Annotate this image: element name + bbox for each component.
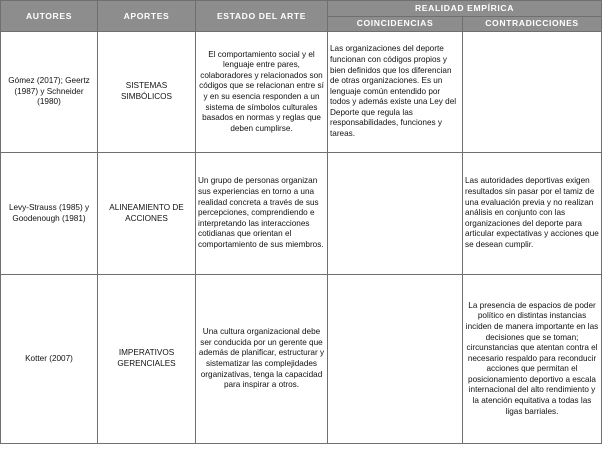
cell-coincidencias (328, 275, 463, 444)
cell-estado-del-arte: Una cultura organizacional debe ser conducida por un gerente que además de planificar, estructurar y sistematizar las complejidades organizativas, tenga la capacidad para inspirar a otros. (196, 275, 328, 444)
cell-autores: Kotter (2007) (1, 275, 98, 444)
header-estado-del-arte: ESTADO DEL ARTE (196, 1, 328, 32)
header-realidad-empirica: REALIDAD EMPÍRICA (328, 1, 602, 17)
table-row (1, 32, 602, 153)
cell-autores: Levy-Strauss (1985) y Goodenough (1981) (1, 153, 98, 275)
cell-autores: Gómez (2017); Geertz (1987) y Schneider (1980) (1, 32, 98, 153)
header-coincidencias: COINCIDENCIAS (328, 16, 463, 32)
cell-contradicciones: Las autoridades deportivas exigen resultados sin pasar por el tamiz de una evaluación previa y no realizan análisis en conjunto con las organizaciones del deporte para articular expectativas y acciones que se desean cumplir. (463, 153, 602, 275)
cell-estado-del-arte: Un grupo de personas organizan sus experiencias en torno a una realidad concreta a través de sus percepciones, comprendiendo e interpretando las interacciones cotidianas que orientan el comportamiento de sus miembros. (196, 153, 328, 275)
cell-aportes: IMPERATIVOS GERENCIALES (98, 275, 196, 444)
cell-contradicciones (463, 32, 602, 153)
header-contradicciones: CONTRADICCIONES (463, 16, 602, 32)
header-aportes: APORTES (98, 1, 196, 32)
cell-coincidencias: Las organizaciones del deporte funcionan con códigos propios y bien definidos que los diferencian de otras organizaciones. Es un lenguaje común entendido por todos y además existe una Ley del Deporte que regula las responsabilidades, funciones y tareas. (328, 32, 463, 153)
cell-coincidencias (328, 153, 463, 275)
header-autores: AUTORES (1, 1, 98, 32)
table-row (1, 153, 602, 275)
cell-aportes: ALINEAMIENTO DE ACCIONES (98, 153, 196, 275)
table-row (1, 275, 602, 444)
cell-aportes: SISTEMAS SIMBÓLICOS (98, 32, 196, 153)
cell-estado-del-arte: El comportamiento social y el lenguaje entre pares, colaboradores y relacionados son códigos que se relacionan entre sí y en su esencia responden a un sistema de símbolos culturales basados en normas y reglas que deben cumplirse. (196, 32, 328, 153)
cell-contradicciones: La presencia de espacios de poder político en distintas instancias inciden de manera importante en las decisiones que se toman; circunstancias que atentan contra el necesario respaldo para reconducir acciones que permitan el posicionamiento deportivo a escala internacional del alto rendimiento y la atención equitativa a todas las ligas barriales. (463, 275, 602, 444)
